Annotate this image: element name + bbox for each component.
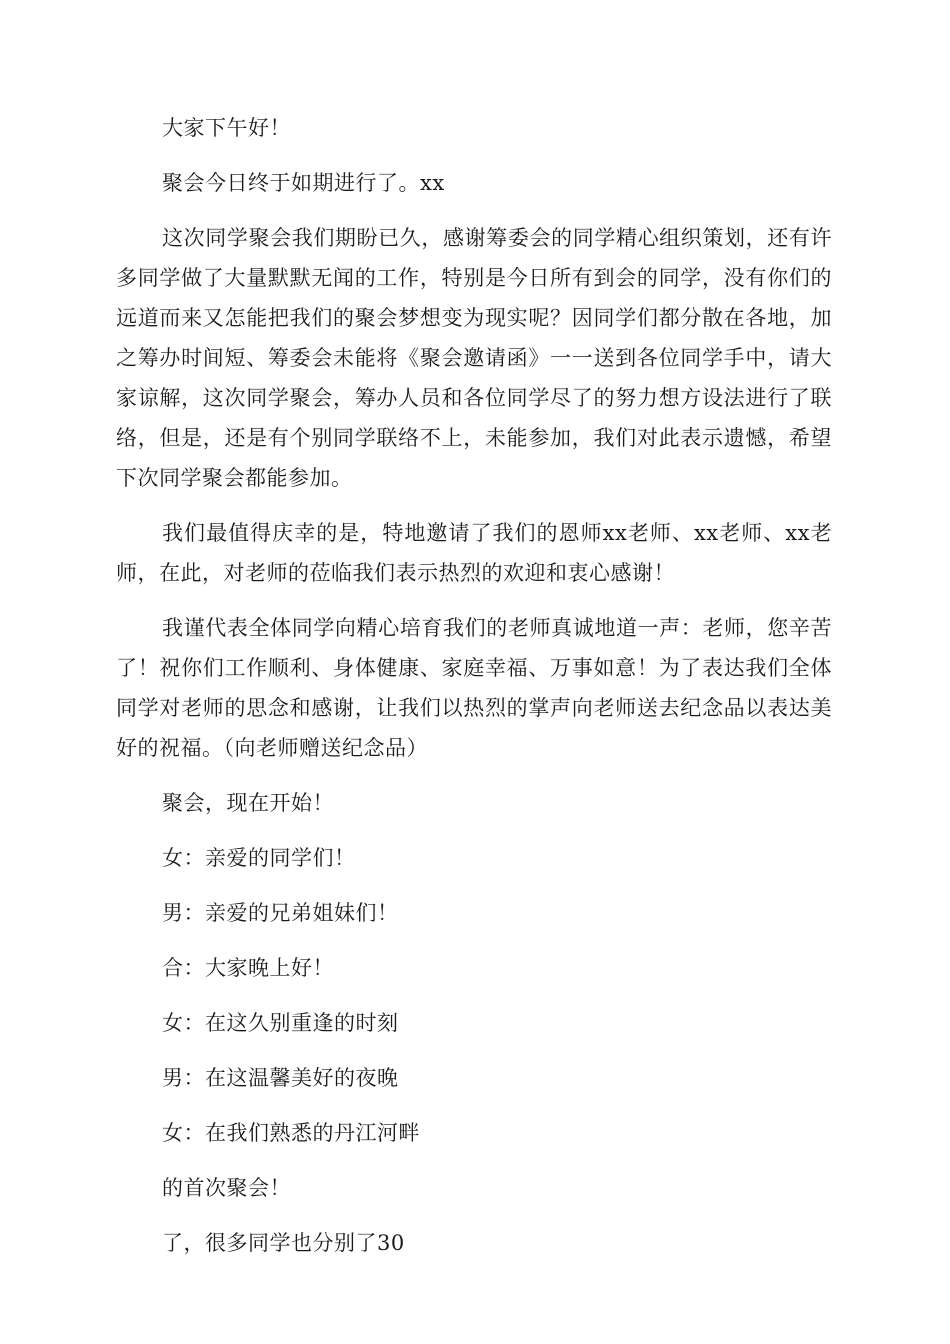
dialogue-line: 女：亲爱的同学们！ [162, 846, 356, 870]
start-announcement: 聚会，现在开始！ [162, 791, 334, 815]
teachers-welcome-paragraph: 我们最值得庆幸的是，特地邀请了我们的恩师xx老师、xx老师、xx老师，在此，对老师的莅临我们表示热烈的欢迎和衷心感谢！ [116, 521, 832, 585]
greeting-line: 大家下午好！ [162, 116, 291, 140]
dialogue-line: 女：在我们熟悉的丹江河畔 [162, 1121, 420, 1145]
fragment-line: 了，很多同学也分别了30 [162, 1231, 405, 1255]
dialogue-line: 男：亲爱的兄弟姐妹们！ [162, 901, 399, 925]
dialogue-line: 合：大家晚上好！ [162, 956, 334, 980]
dialogue-line: 男：在这温馨美好的夜晚 [162, 1066, 399, 1090]
dialogue-line: 女：在这久别重逢的时刻 [162, 1011, 399, 1035]
opening-line: 聚会今日终于如期进行了。xx [162, 171, 445, 195]
teachers-gratitude-paragraph: 我谨代表全体同学向精心培育我们的老师真诚地道一声：老师，您辛苦了！祝你们工作顺利、身体健康、家庭幸福、万事如意！为了表达我们全体同学对老师的思念和感谢，让我们以热烈的掌声向老师送去纪念品以表达美好的祝福。（向老师赠送纪念品） [116, 616, 832, 760]
document-body [116, 108, 832, 1278]
thanks-paragraph: 这次同学聚会我们期盼已久，感谢筹委会的同学精心组织策划，还有许多同学做了大量默默无闻的工作，特别是今日所有到会的同学，没有你们的远道而来又怎能把我们的聚会梦想变为现实呢？因同学们都分散在各地，加之筹办时间短、筹委会未能将《聚会邀请函》一一送到各位同学手中，请大家谅解，这次同学聚会，筹办人员和各位同学尽了的努力想方设法进行了联络，但是，还是有个别同学联络不上，未能参加，我们对此表示遗憾，希望下次同学聚会都能参加。 [116, 226, 832, 490]
fragment-line: 的首次聚会！ [162, 1176, 291, 1200]
